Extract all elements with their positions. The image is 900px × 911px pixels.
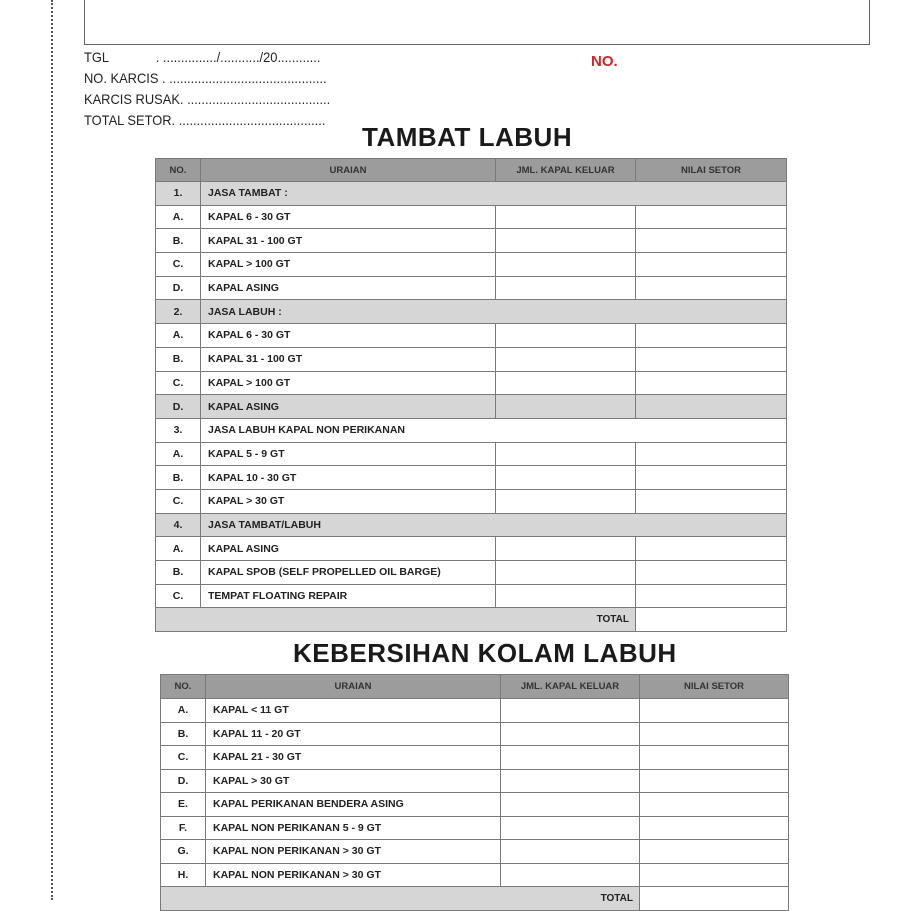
row-uraian: KAPAL < 11 GT: [206, 699, 501, 723]
row-uraian: TEMPAT FLOATING REPAIR: [201, 584, 496, 608]
jml-kapal-cell[interactable]: [496, 324, 636, 348]
row-uraian: KAPAL 6 - 30 GT: [201, 324, 496, 348]
row-uraian: JASA LABUH KAPAL NON PERIKANAN: [201, 418, 787, 442]
nilai-setor-cell[interactable]: [636, 371, 787, 395]
row-uraian: KAPAL > 100 GT: [201, 253, 496, 277]
table-row: [161, 722, 789, 746]
jml-kapal-cell[interactable]: [496, 347, 636, 371]
nilai-setor-cell[interactable]: [640, 816, 789, 840]
total-value-cell[interactable]: [640, 887, 789, 911]
row-no: D.: [156, 395, 201, 419]
row-no: D.: [156, 276, 201, 300]
row-no: D.: [161, 769, 206, 793]
row-uraian: KAPAL PERIKANAN BENDERA ASING: [206, 793, 501, 817]
jml-kapal-cell[interactable]: [501, 840, 640, 864]
table-row: [156, 229, 787, 253]
table-row: [161, 840, 789, 864]
table-row: [156, 584, 787, 608]
nilai-setor-cell[interactable]: [640, 722, 789, 746]
total-row: [161, 887, 789, 911]
table-row: [156, 466, 787, 490]
nilai-setor-cell[interactable]: [636, 537, 787, 561]
perforation-line: [51, 0, 53, 900]
nilai-setor-cell[interactable]: [640, 769, 789, 793]
nilai-setor-cell[interactable]: [636, 489, 787, 513]
nilai-setor-cell[interactable]: [636, 395, 787, 419]
col-no-header: NO.: [161, 675, 206, 699]
jml-kapal-cell[interactable]: [501, 863, 640, 887]
col-jml-header: JML. KAPAL KELUAR: [496, 159, 636, 182]
jml-kapal-cell[interactable]: [501, 699, 640, 723]
tgl-label: TGL: [84, 49, 110, 65]
jml-kapal-cell[interactable]: [496, 253, 636, 277]
table-row: [156, 537, 787, 561]
section2-title: KEBERSIHAN KOLAM LABUH: [293, 638, 677, 668]
row-no: F.: [161, 816, 206, 840]
row-uraian: KAPAL ASING: [201, 395, 496, 419]
jml-kapal-cell[interactable]: [496, 205, 636, 229]
row-uraian: JASA TAMBAT :: [201, 182, 787, 206]
section1-title: TAMBAT LABUH: [362, 122, 573, 152]
col-no-header: NO.: [156, 159, 201, 182]
table-row: [156, 561, 787, 585]
row-uraian: JASA LABUH :: [201, 300, 787, 324]
table-header-row: [161, 675, 789, 699]
row-uraian: KAPAL 31 - 100 GT: [201, 347, 496, 371]
jml-kapal-cell[interactable]: [501, 769, 640, 793]
jml-kapal-cell[interactable]: [496, 442, 636, 466]
table-row: [156, 205, 787, 229]
table-row: [156, 347, 787, 371]
row-uraian: KAPAL 10 - 30 GT: [201, 466, 496, 490]
tgl-value[interactable]: . .............../.........../20............: [155, 49, 321, 65]
nilai-setor-cell[interactable]: [636, 584, 787, 608]
row-no: B.: [161, 722, 206, 746]
row-no: B.: [156, 561, 201, 585]
row-uraian: KAPAL 6 - 30 GT: [201, 205, 496, 229]
row-no: 1.: [156, 182, 201, 206]
row-uraian: KAPAL 11 - 20 GT: [206, 722, 501, 746]
row-uraian: KAPAL 31 - 100 GT: [201, 229, 496, 253]
row-uraian: KAPAL > 100 GT: [201, 371, 496, 395]
no-karcis-line[interactable]: NO. KARCIS . ............................................: [84, 70, 327, 86]
jml-kapal-cell[interactable]: [496, 229, 636, 253]
row-no: C.: [156, 253, 201, 277]
row-uraian: JASA TAMBAT/LABUH: [201, 513, 787, 537]
nilai-setor-cell[interactable]: [640, 840, 789, 864]
jml-kapal-cell[interactable]: [501, 793, 640, 817]
top-box: [84, 0, 870, 45]
row-no: G.: [161, 840, 206, 864]
row-no: 4.: [156, 513, 201, 537]
nilai-setor-cell[interactable]: [636, 561, 787, 585]
row-no: B.: [156, 466, 201, 490]
row-no: B.: [156, 347, 201, 371]
table-row: [156, 324, 787, 348]
nilai-setor-cell[interactable]: [640, 699, 789, 723]
row-no: C.: [156, 584, 201, 608]
row-no: A.: [156, 324, 201, 348]
tambat-labuh-table: [155, 158, 787, 632]
table-row: [161, 699, 789, 723]
nilai-setor-cell[interactable]: [636, 442, 787, 466]
jml-kapal-cell[interactable]: [496, 276, 636, 300]
row-uraian: KAPAL NON PERIKANAN 5 - 9 GT: [206, 816, 501, 840]
nilai-setor-cell[interactable]: [636, 253, 787, 277]
nilai-setor-cell[interactable]: [636, 324, 787, 348]
jml-kapal-cell[interactable]: [496, 466, 636, 490]
jml-kapal-cell[interactable]: [496, 489, 636, 513]
row-uraian: KAPAL ASING: [201, 276, 496, 300]
jml-kapal-cell[interactable]: [496, 371, 636, 395]
col-jml-header: JML. KAPAL KELUAR: [501, 675, 640, 699]
row-no: 3.: [156, 418, 201, 442]
row-uraian: KAPAL > 30 GT: [206, 769, 501, 793]
jml-kapal-cell[interactable]: [496, 561, 636, 585]
nilai-setor-cell[interactable]: [636, 205, 787, 229]
total-value-cell[interactable]: [636, 608, 787, 632]
table-row: [156, 513, 787, 537]
serial-number-label: NO.: [591, 53, 618, 70]
nilai-setor-cell[interactable]: [636, 347, 787, 371]
table-row: [156, 418, 787, 442]
row-no: C.: [156, 371, 201, 395]
col-nilai-header: NILAI SETOR: [636, 159, 787, 182]
row-no: A.: [156, 205, 201, 229]
nilai-setor-cell[interactable]: [636, 229, 787, 253]
table-row: [161, 769, 789, 793]
row-uraian: KAPAL SPOB (SELF PROPELLED OIL BARGE): [201, 561, 496, 585]
jml-kapal-cell[interactable]: [496, 537, 636, 561]
row-no: C.: [156, 489, 201, 513]
nilai-setor-cell[interactable]: [640, 793, 789, 817]
col-nilai-header: NILAI SETOR: [640, 675, 789, 699]
table-row: [156, 300, 787, 324]
nilai-setor-cell[interactable]: [636, 276, 787, 300]
row-uraian: KAPAL NON PERIKANAN > 30 GT: [206, 863, 501, 887]
table-row: [156, 395, 787, 419]
table-row: [161, 863, 789, 887]
col-uraian-header: URAIAN: [201, 159, 496, 182]
row-no: E.: [161, 793, 206, 817]
table-row: [156, 253, 787, 277]
table-row: [156, 182, 787, 206]
jml-kapal-cell[interactable]: [501, 746, 640, 770]
row-uraian: KAPAL 5 - 9 GT: [201, 442, 496, 466]
total-row: [156, 608, 787, 632]
row-uraian: KAPAL NON PERIKANAN > 30 GT: [206, 840, 501, 864]
table-row: [161, 816, 789, 840]
nilai-setor-cell[interactable]: [636, 466, 787, 490]
jml-kapal-cell[interactable]: [496, 395, 636, 419]
total-setor-line[interactable]: TOTAL SETOR. .........................................: [84, 112, 326, 128]
table-row: [156, 442, 787, 466]
nilai-setor-cell[interactable]: [640, 863, 789, 887]
row-uraian: KAPAL ASING: [201, 537, 496, 561]
jml-kapal-cell[interactable]: [496, 584, 636, 608]
table-row: [161, 793, 789, 817]
row-uraian: KAPAL > 30 GT: [201, 489, 496, 513]
row-no: H.: [161, 863, 206, 887]
row-no: A.: [161, 699, 206, 723]
tgl-line: [84, 49, 320, 65]
row-no: B.: [156, 229, 201, 253]
row-no: A.: [156, 537, 201, 561]
row-no: A.: [156, 442, 201, 466]
jml-kapal-cell[interactable]: [501, 722, 640, 746]
total-label: TOTAL: [161, 887, 640, 911]
col-uraian-header: URAIAN: [206, 675, 501, 699]
karcis-rusak-line[interactable]: KARCIS RUSAK. ........................................: [84, 91, 331, 107]
table-row: [161, 746, 789, 770]
table-row: [156, 371, 787, 395]
kebersihan-table: [160, 674, 789, 911]
table-row: [156, 489, 787, 513]
row-uraian: KAPAL 21 - 30 GT: [206, 746, 501, 770]
table-header-row: [156, 159, 787, 182]
table-row: [156, 276, 787, 300]
nilai-setor-cell[interactable]: [640, 746, 789, 770]
jml-kapal-cell[interactable]: [501, 816, 640, 840]
total-label: TOTAL: [156, 608, 636, 632]
row-no: 2.: [156, 300, 201, 324]
row-no: C.: [161, 746, 206, 770]
